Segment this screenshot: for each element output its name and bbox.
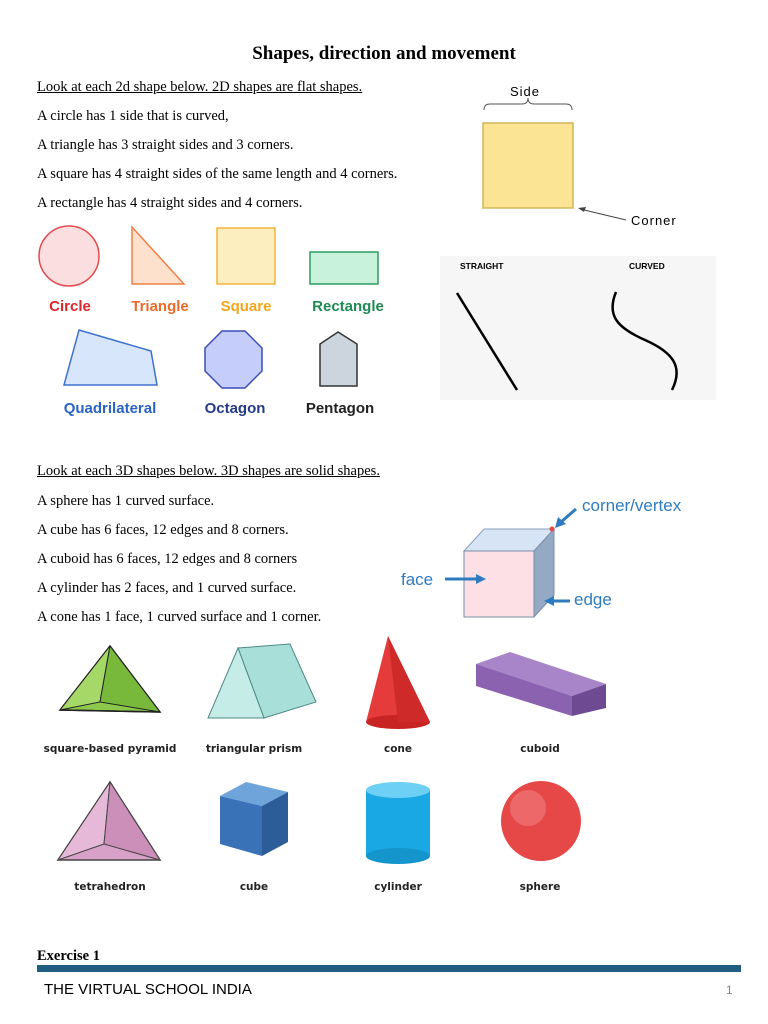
intro-2d-heading: Look at each 2d shape below. 2D shapes are flat shapes. (37, 79, 363, 95)
triangle-label: Triangle (131, 298, 189, 315)
shapes-3d-row1 (40, 632, 620, 732)
label-tetrahedron: tetrahedron (74, 881, 146, 893)
straight-line (457, 293, 517, 390)
vertex-label: corner/vertex (582, 496, 682, 515)
intro-2d-line: A rectangle has 4 straight sides and 4 corners. (37, 195, 303, 211)
shapes-2d-drawings (36, 224, 400, 424)
intro-3d-line: A cylinder has 2 faces, and 1 curved surface. (37, 580, 297, 596)
intro-2d-line: A triangle has 3 straight sides and 3 corners. (37, 137, 294, 153)
footer-school-name: THE VIRTUAL SCHOOL INDIA (44, 981, 252, 998)
cylinder-top (366, 782, 430, 798)
sphere-shape (501, 781, 581, 861)
circle-shape (39, 226, 99, 286)
shape-label-rectangle (300, 298, 396, 315)
edge-label: edge (574, 590, 612, 609)
footer-divider (37, 965, 741, 972)
rectangle-label: Rectangle (312, 298, 384, 315)
intro-3d-line: A cube has 6 faces, 12 edges and 8 corners. (37, 522, 289, 538)
vertex-dot (550, 527, 555, 532)
pyramid-right-face (100, 646, 160, 712)
label-cone: cone (383, 743, 413, 755)
straight-label: STRAIGHT (460, 261, 504, 271)
quadrilateral-label: Quadrilateral (63, 400, 157, 417)
cube-front (220, 796, 262, 856)
shape-label-quadrilateral (48, 400, 172, 417)
cylinder-body (366, 790, 430, 856)
intro-2d-line: A circle has 1 side that is curved, (37, 108, 229, 124)
corner-arrow-line (580, 209, 626, 220)
label-prism: triangular prism (205, 743, 303, 755)
shape-label-octagon (190, 400, 280, 417)
shape-label-square (206, 298, 286, 315)
curved-line (613, 292, 677, 390)
shape-label-pentagon (294, 400, 386, 417)
triangle-shape (132, 227, 184, 284)
label-cube: cube (239, 881, 269, 893)
intro-3d-line: A cone has 1 face, 1 curved surface and 1 corner. (37, 609, 322, 625)
corner-arrow-head (578, 207, 586, 212)
intro-3d-heading: Look at each 3D shapes below. 3D shapes are solid shapes. (37, 463, 380, 479)
straight-curved-lines (440, 256, 716, 400)
cylinder-bottom (366, 848, 430, 864)
page-number: 1 (726, 983, 733, 997)
square-label: Square (220, 298, 272, 315)
octagon-label: Octagon (204, 400, 266, 417)
intro-3d-line: A sphere has 1 curved surface. (37, 493, 215, 509)
side-brace (484, 98, 572, 110)
intro-2d-line: A square has 4 straight sides of the same length and 4 corners. (37, 166, 398, 182)
pentagon-label: Pentagon (305, 400, 375, 417)
side-label: Side (510, 84, 541, 99)
sphere-highlight (510, 790, 546, 826)
cube-front-face (464, 551, 534, 617)
exercise-heading: Exercise 1 (37, 948, 100, 964)
label-pyramid: square-based pyramid (43, 743, 177, 755)
page-title: Shapes, direction and movement (252, 43, 516, 64)
pentagon-shape (320, 332, 357, 386)
square-shape (217, 228, 275, 284)
yellow-square (483, 123, 573, 208)
face-label: face (401, 570, 434, 589)
quadrilateral-shape (64, 330, 157, 385)
vertex-arrow-line (561, 509, 576, 522)
shape-label-triangle (118, 298, 202, 315)
octagon-shape (205, 331, 262, 388)
rectangle-shape (310, 252, 378, 284)
shape-label-circle (30, 298, 110, 315)
circle-label: Circle (49, 298, 91, 315)
intro-3d-line: A cuboid has 6 faces, 12 edges and 8 corners (37, 551, 298, 567)
label-cylinder: cylinder (374, 881, 422, 893)
label-sphere: sphere (519, 881, 561, 893)
corner-label: Corner (631, 213, 677, 228)
label-cuboid: cuboid (520, 743, 560, 755)
curved-label: CURVED (629, 261, 665, 271)
shapes-3d-row2 (40, 776, 620, 866)
